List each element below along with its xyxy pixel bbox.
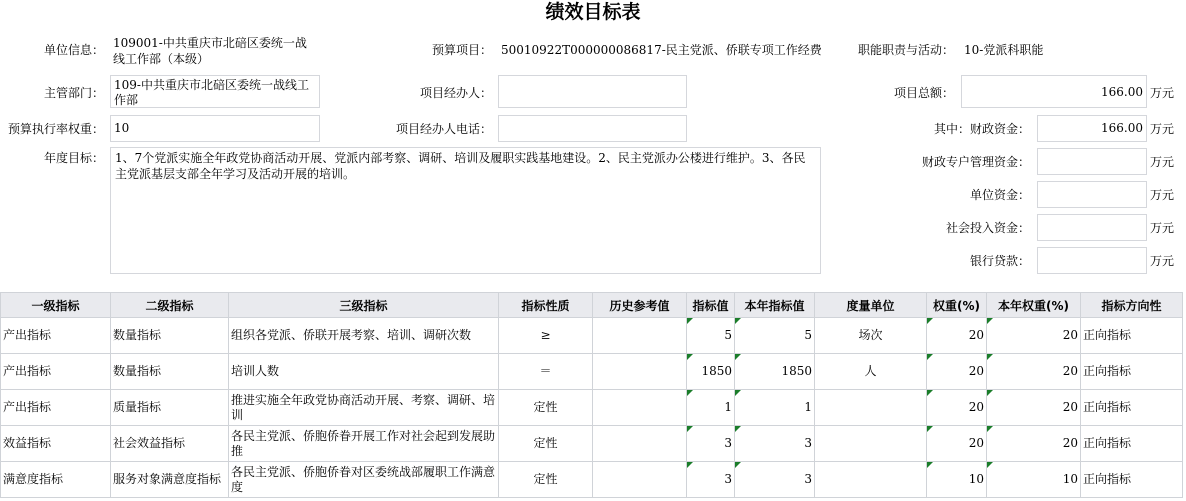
table-header-row bbox=[1, 293, 1183, 318]
cell-unit: 人 bbox=[815, 354, 927, 390]
cell-weight[interactable]: 20 bbox=[927, 354, 987, 390]
table-row bbox=[1, 354, 1183, 390]
cell-unit bbox=[815, 462, 927, 498]
cell-level1: 满意度指标 bbox=[1, 462, 111, 498]
cell-year-weight[interactable]: 10 bbox=[987, 462, 1081, 498]
cell-year-target[interactable]: 3 bbox=[735, 426, 815, 462]
cell-unit bbox=[815, 390, 927, 426]
project-manager-field[interactable] bbox=[498, 75, 687, 108]
execution-rate-field[interactable]: 10 bbox=[110, 115, 320, 142]
cell-direction: 正向指标 bbox=[1081, 426, 1183, 462]
col-header-history: 历史参考值 bbox=[593, 293, 687, 318]
special-account-field[interactable] bbox=[1037, 148, 1147, 175]
cell-target[interactable]: 1850 bbox=[687, 354, 735, 390]
cell-history[interactable] bbox=[593, 426, 687, 462]
cell-year-target[interactable]: 1850 bbox=[735, 354, 815, 390]
cell-weight[interactable]: 20 bbox=[927, 390, 987, 426]
cell-level1: 产出指标 bbox=[1, 354, 111, 390]
cell-level2: 社会效益指标 bbox=[111, 426, 229, 462]
annual-goal-label: 年度目标： bbox=[43, 151, 104, 165]
unit-fund-label: 单位资金： bbox=[969, 188, 1030, 202]
duty-value: 10-党派科职能 bbox=[964, 43, 1044, 57]
table-row bbox=[1, 390, 1183, 426]
page-title: 绩效目标表 bbox=[545, 1, 641, 23]
manager-phone-field[interactable] bbox=[498, 115, 687, 142]
manager-phone-label: 项目经办人电话： bbox=[395, 122, 492, 136]
project-total-field: 166.00 bbox=[961, 75, 1147, 108]
cell-year-weight[interactable]: 20 bbox=[987, 426, 1081, 462]
cell-nature: 定性 bbox=[499, 426, 593, 462]
cell-year-weight[interactable]: 20 bbox=[987, 390, 1081, 426]
indicator-table bbox=[0, 292, 1183, 498]
execution-rate-label: 预算执行率权重： bbox=[7, 122, 104, 136]
unit-info-label: 单位信息： bbox=[43, 43, 104, 57]
bank-loan-field[interactable] bbox=[1037, 247, 1147, 274]
cell-history[interactable] bbox=[593, 390, 687, 426]
cell-direction: 正向指标 bbox=[1081, 462, 1183, 498]
cell-nature: 定性 bbox=[499, 462, 593, 498]
budget-project-value: 50010922T000000086817-民主党派、侨联专项工作经费 bbox=[501, 43, 822, 57]
supervisor-dept-label: 主管部门： bbox=[43, 86, 104, 100]
bank-loan-unit: 万元 bbox=[1150, 254, 1175, 268]
project-total-unit: 万元 bbox=[1150, 86, 1175, 100]
cell-direction: 正向指标 bbox=[1081, 354, 1183, 390]
cell-nature: ≥ bbox=[499, 318, 593, 354]
unit-fund-field[interactable] bbox=[1037, 181, 1147, 208]
cell-year-target[interactable]: 5 bbox=[735, 318, 815, 354]
col-header-nature: 指标性质 bbox=[499, 293, 593, 318]
special-account-unit: 万元 bbox=[1150, 155, 1175, 169]
cell-level2: 数量指标 bbox=[111, 318, 229, 354]
project-total-label: 项目总额： bbox=[893, 86, 954, 100]
cell-target[interactable]: 5 bbox=[687, 318, 735, 354]
cell-level2: 数量指标 bbox=[111, 354, 229, 390]
cell-year-target[interactable]: 1 bbox=[735, 390, 815, 426]
unit-fund-unit: 万元 bbox=[1150, 188, 1175, 202]
cell-history[interactable] bbox=[593, 318, 687, 354]
col-header-level1: 一级指标 bbox=[1, 293, 111, 318]
cell-year-target[interactable]: 3 bbox=[735, 462, 815, 498]
cell-year-weight[interactable]: 20 bbox=[987, 354, 1081, 390]
cell-level1: 效益指标 bbox=[1, 426, 111, 462]
cell-year-weight[interactable]: 20 bbox=[987, 318, 1081, 354]
cell-direction: 正向指标 bbox=[1081, 390, 1183, 426]
cell-level3: 组织各党派、侨联开展考察、培训、调研次数 bbox=[229, 318, 499, 354]
fiscal-fund-field: 166.00 bbox=[1037, 115, 1147, 142]
cell-unit: 场次 bbox=[815, 318, 927, 354]
table-row bbox=[1, 318, 1183, 354]
table-row bbox=[1, 462, 1183, 498]
unit-info-value: 109001-中共重庆市北碚区委统一战线工作部（本级） bbox=[113, 36, 307, 66]
fiscal-fund-label: 其中：财政资金： bbox=[933, 122, 1030, 136]
cell-level2: 质量指标 bbox=[111, 390, 229, 426]
social-fund-label: 社会投入资金： bbox=[945, 221, 1030, 235]
project-manager-label: 项目经办人： bbox=[419, 86, 492, 100]
cell-level3: 推进实施全年政党协商活动开展、考察、调研、培训 bbox=[229, 390, 499, 426]
cell-target[interactable]: 3 bbox=[687, 426, 735, 462]
col-header-weight: 权重(%) bbox=[927, 293, 987, 318]
cell-unit bbox=[815, 426, 927, 462]
col-header-year-weight: 本年权重(%) bbox=[987, 293, 1081, 318]
col-header-unit: 度量单位 bbox=[815, 293, 927, 318]
cell-history[interactable] bbox=[593, 462, 687, 498]
cell-target[interactable]: 1 bbox=[687, 390, 735, 426]
cell-nature: 定性 bbox=[499, 390, 593, 426]
col-header-level3: 三级指标 bbox=[229, 293, 499, 318]
cell-weight[interactable]: 20 bbox=[927, 426, 987, 462]
cell-history[interactable] bbox=[593, 354, 687, 390]
social-fund-unit: 万元 bbox=[1150, 221, 1175, 235]
col-header-target: 指标值 bbox=[687, 293, 735, 318]
col-header-level2: 二级指标 bbox=[111, 293, 229, 318]
cell-nature: ＝ bbox=[499, 354, 593, 390]
bank-loan-label: 银行贷款： bbox=[969, 254, 1030, 268]
cell-level1: 产出指标 bbox=[1, 318, 111, 354]
cell-direction: 正向指标 bbox=[1081, 318, 1183, 354]
cell-weight[interactable]: 10 bbox=[927, 462, 987, 498]
annual-goal-field[interactable]: 1、7个党派实施全年政党协商活动开展、党派内部考察、调研、培训及履职实践基地建设。2、民主党派办公楼进行维护。3、各民主党派基层支部全年学习及活动开展的培训。 bbox=[110, 147, 821, 274]
special-account-label: 财政专户管理资金： bbox=[921, 155, 1030, 169]
cell-weight[interactable]: 20 bbox=[927, 318, 987, 354]
fiscal-fund-unit: 万元 bbox=[1150, 122, 1175, 136]
cell-level3: 各民主党派、侨胞侨眷对区委统战部履职工作满意度 bbox=[229, 462, 499, 498]
supervisor-dept-field: 109-中共重庆市北碚区委统一战线工作部 bbox=[110, 75, 320, 108]
table-row bbox=[1, 426, 1183, 462]
duty-label: 职能职责与活动： bbox=[857, 43, 954, 57]
social-fund-field[interactable] bbox=[1037, 214, 1147, 241]
cell-level2: 服务对象满意度指标 bbox=[111, 462, 229, 498]
cell-target[interactable]: 3 bbox=[687, 462, 735, 498]
cell-level1: 产出指标 bbox=[1, 390, 111, 426]
col-header-year-target: 本年指标值 bbox=[735, 293, 815, 318]
cell-level3: 培训人数 bbox=[229, 354, 499, 390]
budget-project-label: 预算项目： bbox=[431, 43, 492, 57]
col-header-direction: 指标方向性 bbox=[1081, 293, 1183, 318]
cell-level3: 各民主党派、侨胞侨眷开展工作对社会起到发展助推 bbox=[229, 426, 499, 462]
